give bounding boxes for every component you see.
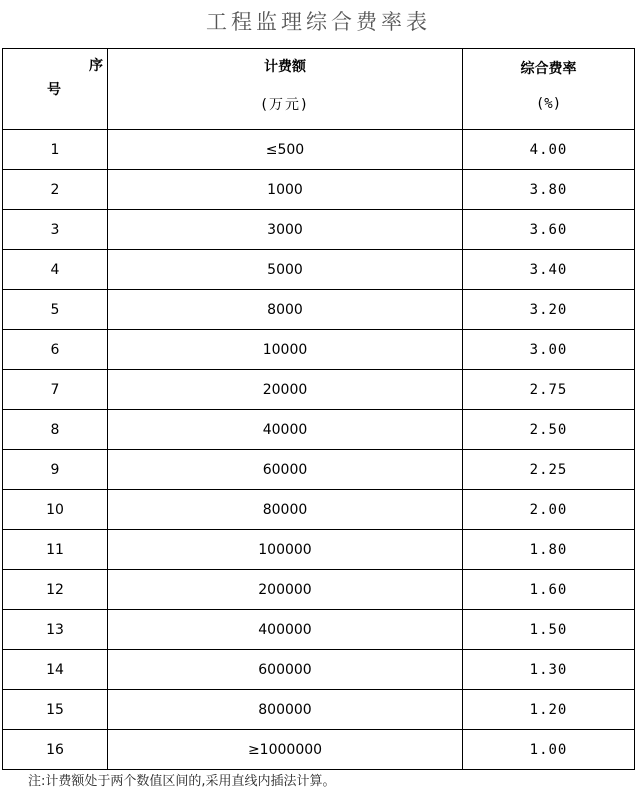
row-amount-cell: 5000 [108, 250, 463, 290]
row-rate-cell: 2.00 [463, 490, 635, 530]
table-row [3, 170, 635, 210]
row-amount-cell: 20000 [108, 370, 463, 410]
row-amount-cell: 200000 [108, 570, 463, 610]
row-number-cell: 9 [3, 450, 108, 490]
row-rate-cell: 3.20 [463, 290, 635, 330]
table-row [3, 130, 635, 170]
header-amount-cell [108, 49, 463, 130]
row-amount-cell: ≤500 [108, 130, 463, 170]
row-amount-cell: 3000 [108, 210, 463, 250]
header-amount-label: 计费额 [264, 59, 306, 75]
row-amount-cell: 40000 [108, 410, 463, 450]
header-seq-top: 序 [89, 58, 103, 74]
row-amount-cell: 400000 [108, 610, 463, 650]
row-rate-cell: 1.80 [463, 530, 635, 570]
header-rate-unit: (%) [535, 96, 562, 112]
table-row [3, 690, 635, 730]
row-rate-cell: 1.30 [463, 650, 635, 690]
table-row [3, 250, 635, 290]
row-number-cell: 11 [3, 530, 108, 570]
row-number-cell: 10 [3, 490, 108, 530]
row-rate-cell: 3.40 [463, 250, 635, 290]
row-number-cell: 16 [3, 730, 108, 770]
row-amount-cell: ≥1000000 [108, 730, 463, 770]
table-row [3, 530, 635, 570]
row-rate-cell: 1.50 [463, 610, 635, 650]
row-number-cell: 7 [3, 370, 108, 410]
table-row [3, 450, 635, 490]
row-number-cell: 6 [3, 330, 108, 370]
table-row [3, 570, 635, 610]
row-rate-cell: 3.60 [463, 210, 635, 250]
row-rate-cell: 3.00 [463, 330, 635, 370]
row-number-cell: 5 [3, 290, 108, 330]
row-rate-cell: 4.00 [463, 130, 635, 170]
row-number-cell: 3 [3, 210, 108, 250]
row-number-cell: 1 [3, 130, 108, 170]
row-amount-cell: 10000 [108, 330, 463, 370]
fee-rate-table [2, 48, 635, 770]
row-rate-cell: 2.75 [463, 370, 635, 410]
table-row [3, 490, 635, 530]
table-row [3, 410, 635, 450]
row-amount-cell: 600000 [108, 650, 463, 690]
row-amount-cell: 1000 [108, 170, 463, 210]
page-title: 工程监理综合费率表 [206, 10, 431, 34]
table-row [3, 730, 635, 770]
table-row [3, 290, 635, 330]
header-amount-unit: (万元) [261, 97, 309, 113]
row-rate-cell: 2.25 [463, 450, 635, 490]
row-amount-cell: 100000 [108, 530, 463, 570]
table-header-row [3, 49, 635, 130]
row-amount-cell: 800000 [108, 690, 463, 730]
table-row [3, 330, 635, 370]
table-row [3, 370, 635, 410]
row-number-cell: 14 [3, 650, 108, 690]
row-amount-cell: 80000 [108, 490, 463, 530]
header-rate-cell [463, 49, 635, 130]
row-number-cell: 2 [3, 170, 108, 210]
header-seq-cell [3, 49, 108, 130]
row-number-cell: 12 [3, 570, 108, 610]
table-footnote: 注:计费额处于两个数值区间的,采用直线内插法计算。 [28, 774, 336, 789]
table-row [3, 610, 635, 650]
table-body [3, 130, 635, 770]
row-number-cell: 13 [3, 610, 108, 650]
row-rate-cell: 3.80 [463, 170, 635, 210]
row-number-cell: 8 [3, 410, 108, 450]
row-rate-cell: 1.00 [463, 730, 635, 770]
row-amount-cell: 8000 [108, 290, 463, 330]
row-rate-cell: 1.60 [463, 570, 635, 610]
row-number-cell: 4 [3, 250, 108, 290]
row-rate-cell: 2.50 [463, 410, 635, 450]
header-seq-bottom: 号 [47, 82, 61, 98]
row-amount-cell: 60000 [108, 450, 463, 490]
row-number-cell: 15 [3, 690, 108, 730]
table-row [3, 210, 635, 250]
header-rate-label: 综合费率 [520, 61, 577, 77]
table-row [3, 650, 635, 690]
row-rate-cell: 1.20 [463, 690, 635, 730]
